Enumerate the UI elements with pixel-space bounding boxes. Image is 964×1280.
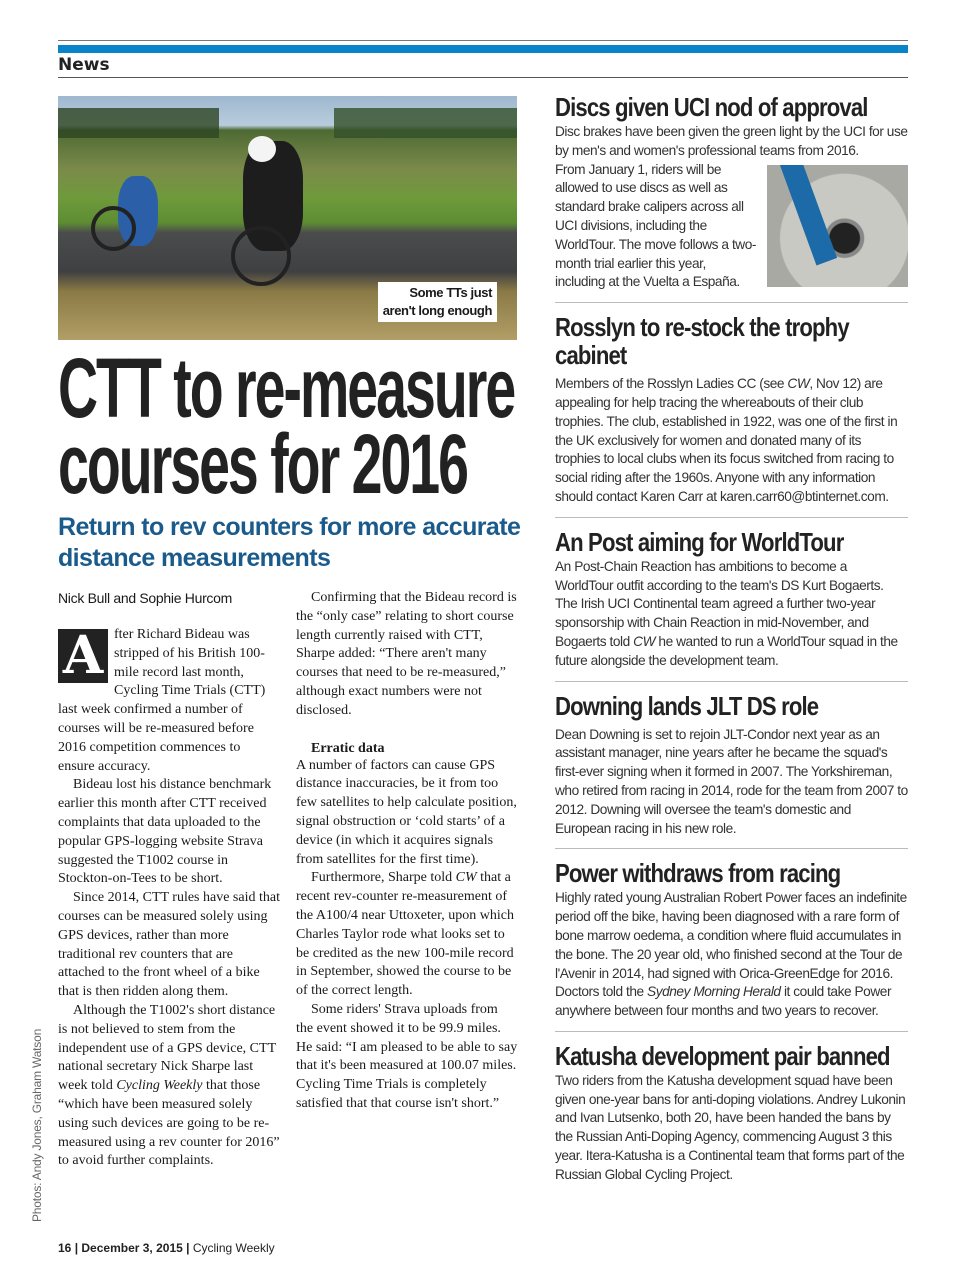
text: that a recent rev-counter re-measurement of the A100/4 near Uttoxeter, upon which Charles Taylor rode what looks set to be credited as the new 100-mile record in September, showed the course to be of the correct length. (296, 870, 514, 999)
news-item-anpost (555, 528, 908, 671)
text: it could take Power anywhere between four months and two years to recover. (555, 984, 892, 1019)
top-rule (58, 40, 908, 41)
page-footer: 16 | December 3, 2015 | Cycling Weekly (58, 1241, 275, 1255)
photo-helmet (248, 136, 276, 162)
subheadline: Return to rev counters for more accurate distance measurements (58, 513, 521, 572)
paragraph: Bideau lost his distance benchmark earlier this month after CTT received complaints that data uploaded to the popular GPS-logging website Strava suggested the T1002 course in Stockton-on-Tees to be short. (58, 777, 272, 887)
news-title: Discs given UCI nod of approval (555, 93, 868, 122)
photo-caption (378, 282, 497, 322)
news-body (555, 375, 908, 507)
divider (555, 302, 908, 303)
news-body: Two riders from the Katusha development squad have been given one-year bans for anti-doping violations. Andrey Lukonin and Ivan Lutsenko, both 20, have been handed the bans by the Russian Anti-Doping Agency, commencing August 3 this year. Itera-Katusha is a Continental team that forms part of the Russian Global Cycling Project. (555, 1072, 906, 1182)
paragraph (58, 1002, 280, 1171)
photo-credit: Photos: Andy Jones, Graham Watson (30, 1028, 44, 1222)
news-title: Rosslyn to re-stock the trophy cabinet (555, 313, 849, 371)
lead-photo (58, 96, 517, 340)
publication-name: Cycling Weekly (116, 1078, 203, 1094)
news-title: Power withdraws from racing (555, 859, 841, 889)
page-number: 16 (58, 1241, 72, 1255)
photo-trees (58, 108, 517, 138)
news-body (555, 558, 908, 671)
news-body: Dean Downing is set to rejoin JLT-Condor next year as an assistant manager, nine years after he became the squad's first-ever signing when it formed in 2007. The Yorkshireman, who retired from racing in 2014, rode for the team from 2007 to 2012. Downing will oversee the team's domestic and European racing in his new role. (555, 726, 908, 836)
text: An Post-Chain Reaction has ambitions to become a WorldTour outfit according to the team's DS Kurt Bogaerts. The Irish UCI Continental team agreed a further two-year sponsorship with Chain Reaction in mid-November, and Bogaerts told (555, 558, 884, 649)
text: he wanted to run a WorldTour squad in the future alongside the development team. (555, 633, 898, 668)
news-item-power (555, 859, 908, 1021)
divider (555, 681, 908, 682)
publication-name: CW (455, 870, 477, 886)
news-body (555, 889, 908, 1021)
news-body: Disc brakes have been given the green light by the UCI for use by men's and women's professional teams from 2016. (555, 124, 908, 158)
divider (555, 1031, 908, 1032)
photo-fork (779, 165, 837, 265)
text: CW (633, 633, 656, 649)
photo-wheel (231, 226, 291, 286)
headline (58, 341, 515, 511)
news-item-downing (555, 692, 908, 839)
issue-date: December 3, 2015 (81, 1241, 183, 1255)
news-title: Downing lands JLT DS role (555, 691, 819, 721)
news-body: From January 1, riders will be allowed to use discs as well as standard brake calipers across all UCI divisions, including the WorldTour. The move follows a two-month trial earlier this year, including at the Vuelta a España. (555, 161, 756, 290)
caption-line: Some TTs just (409, 285, 492, 300)
paragraph: Since 2014, CTT rules have said that courses can be measured solely using GPS devices, rather than more traditional rev counters that are attached to the front wheel of a bike that is then ridden along them. (58, 890, 280, 1000)
headline-line: courses for 2016 (58, 417, 468, 511)
text: , Nov 12) are appealing for help tracing the whereabouts of their club trophies. The club, established in 1922, was one of the first in the UK exclusively for women and donated many of its trophies to local clubs when its focus switched from racing to social riding after the 1960s. Anyone with any information should contact Karen Carr at karen.carr60@btinternet.com. (555, 376, 898, 504)
photo-wheel (91, 206, 136, 251)
section-rule (58, 77, 908, 78)
divider (555, 517, 908, 518)
paragraph: A number of factors can cause GPS distance inaccuracies, be it from too few satellites to help calculate position, signal obstruction or ‘cold starts’ of a device (in which it acquires signals from satellites for the first time). (296, 757, 517, 867)
text: Members of the Rosslyn Ladies CC (see (555, 376, 788, 392)
text: that those “which have been measured solely using such devices are going to be re-measured using a rev counter for 2016” to avoid further complaints. (58, 1078, 280, 1169)
news-item-katusha (555, 1042, 908, 1185)
disc-brake-photo (767, 165, 908, 287)
paragraph: Some riders' Strava uploads from the event showed it to be 99.9 miles. He said: “I am pleased to be able to say that it's been measured at 100.07 miles. Cycling Time Trials is completely satisfied that that course isn't short.” (296, 1001, 518, 1111)
caption-line: aren't long enough (382, 303, 492, 318)
drop-cap: A (58, 629, 108, 683)
article-column-2 (296, 589, 518, 1114)
section-label: News (58, 55, 110, 75)
paragraph: fter Richard Bideau was stripped of his British 100-mile record last month, Cycling Time Trials (CTT) last week confirmed a number of courses will be re-measured before 2016 competition commences to ensure accuracy. (58, 627, 266, 774)
text: Although the T1002's short distance is not believed to stem from the independent use of a GPS device, CTT national secretary Nick Sharpe last week told (58, 1002, 276, 1094)
byline: Nick Bull and Sophie Hurcom (58, 590, 232, 606)
section-bar (58, 45, 908, 53)
text: CW (787, 376, 810, 392)
text: Furthermore, Sharpe told (311, 870, 456, 886)
paragraph (296, 869, 518, 1001)
text: Sydney Morning Herald (647, 984, 781, 1000)
crosshead: Erratic data (311, 740, 385, 756)
headline-line: CTT to re-measure (58, 341, 515, 435)
paragraph: Confirming that the Bideau record is the “only case” relating to short course length currently raised with CTT, Sharpe added: “There aren't many courses that need to be re-measured,” although exact numbers were not disclosed. (296, 590, 517, 718)
magazine-name: Cycling Weekly (192, 1241, 275, 1255)
article-column-1 (58, 626, 280, 1171)
news-sidebar (555, 93, 908, 1185)
news-title: Katusha development pair banned (555, 1041, 890, 1071)
news-title: An Post aiming for WorldTour (555, 527, 844, 557)
divider (555, 848, 908, 849)
text: Highly rated young Australian Robert Power faces an indefinite period off the bike, having been diagnosed with a rare form of bone marrow oedema, a condition where fluid accumulates in the bone. The 20 year old, who finished second at the Tour de l'Avenir in 2014, had signed with Orica-GreenEdge for 2016. Doctors told the (555, 890, 907, 1000)
news-item-discs (555, 93, 908, 292)
news-item-rosslyn (555, 313, 908, 507)
